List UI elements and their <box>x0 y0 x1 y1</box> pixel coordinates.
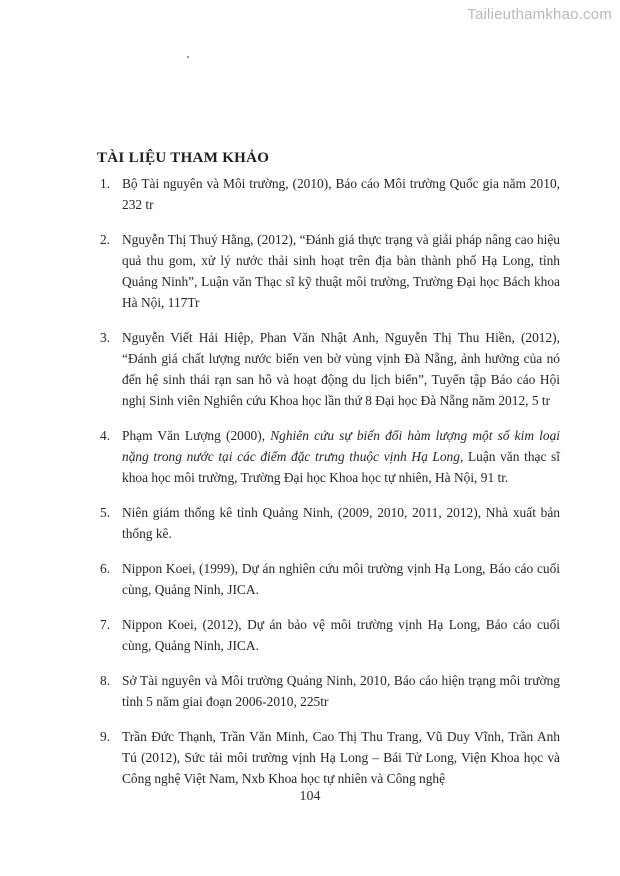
reference-item-3: 3. Nguyễn Viết Hải Hiệp, Phan Văn Nhật Anh, Nguyễn Thị Thu Hiền, (2012), “Đánh giá chất lượng nước biển ven bờ vùng vịnh Đà Nẵng, ảnh hưởng của nó đến hệ sinh thái rạn san hô và hoạt động du lịch biển”, Tuyển tập Báo cáo Hội nghị Sinh viên Nghiên cứu Khoa học lần thứ 8 Đại học Đà Nẵng năm 2012, 5 tr <box>100 330 560 408</box>
reference-item-1: 1. Bộ Tài nguyên và Môi trường, (2010), Báo cáo Môi trường Quốc gia năm 2010, 232 tr <box>100 176 560 212</box>
reference-item-9: 9. Trần Đức Thạnh, Trần Văn Minh, Cao Thị Thu Trang, Vũ Duy Vĩnh, Trần Anh Tú (2012), Sức tải môi trường vịnh Hạ Long – Bái Tử Long, Viện Khoa học và Công nghệ Việt Nam, Nxb Khoa học tự nhiên và Công nghệ <box>100 729 560 786</box>
reference-list <box>100 173 560 803</box>
page-title: TÀI LIỆU THAM KHẢO <box>97 150 270 166</box>
page-number: 104 <box>299 789 321 804</box>
reference-item-2: 2. Nguyễn Thị Thuý Hằng, (2012), “Đánh giá thực trạng và giải pháp nâng cao hiệu quả thu gom, xử lý nước thải sinh hoạt trên địa bàn thành phố Hạ Long, tỉnh Quảng Ninh”, Luận văn Thạc sĩ kỹ thuật môi trường, Trường Đại học Bách khoa Hà Nội, 117Tr <box>100 232 560 310</box>
reference-item-5: 5. Niên giám thống kê tỉnh Quảng Ninh, (2009, 2010, 2011, 2012), Nhà xuất bản thống kê. <box>100 505 560 541</box>
stray-mark <box>187 56 189 58</box>
reference-item-6: 6. Nippon Koei, (1999), Dự án nghiên cứu môi trường vịnh Hạ Long, Báo cáo cuối cùng, Quảng Ninh, JICA. <box>100 561 560 597</box>
watermark: Tailieuthamkhao.com <box>467 6 612 23</box>
reference-italic-title: Nghiên cứu sự biến đổi hàm lượng một số kim loại nặng trong nước tại các điểm đặc trưng thuộc vịnh Hạ Long, <box>122 428 561 464</box>
reference-item-8: 8. Sở Tài nguyên và Môi trường Quảng Ninh, 2010, Báo cáo hiện trạng môi trường tỉnh 5 năm giai đoạn 2006-2010, 225tr <box>100 673 560 709</box>
reference-item-7: 7. Nippon Koei, (2012), Dự án bảo vệ môi trường vịnh Hạ Long, Báo cáo cuối cùng, Quảng Ninh, JICA. <box>100 617 560 653</box>
reference-item-4: 4. Phạm Văn Lượng (2000), Nghiên cứu sự biến đổi hàm lượng một số kim loại nặng trong nước tại các điểm đặc trưng thuộc vịnh Hạ Long, Luận văn thạc sĩ khoa học môi trường, Trường Đại học Khoa học tự nhiên, Hà Nội, 91 tr. <box>100 428 561 485</box>
